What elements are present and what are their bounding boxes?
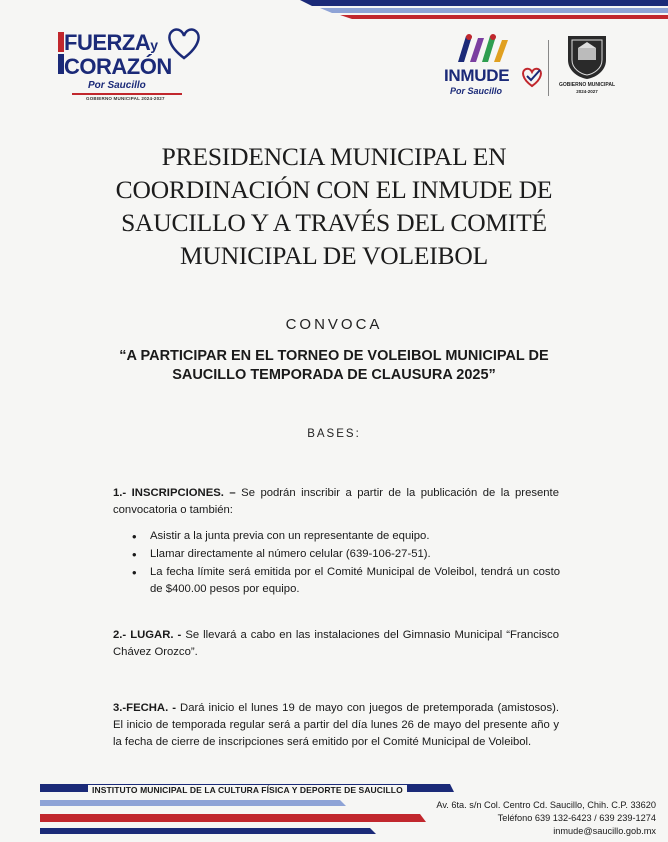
- section-heading: 3.-FECHA. -: [113, 702, 177, 714]
- fuerza-corazon-logo: FUERZAy CORAZÓN Por Saucillo GOBIERNO MUNICIPAL 2024-2027: [58, 26, 208, 108]
- seal-icon: [564, 32, 610, 80]
- section-heading: 2.- LUGAR. -: [113, 629, 182, 641]
- list-item: • La fecha límite será emitida por el Comité Municipal de Voleibol, tendrá un costo de $400.00 pesos por equipo.: [150, 564, 560, 598]
- footer-email[interactable]: inmude@saucillo.gob.mx: [553, 826, 656, 836]
- list-item: • Llamar directamente al número celular (639-106-27-51).: [150, 546, 560, 563]
- logo-divider: [548, 40, 549, 96]
- tournament-subtitle: “A PARTICIPAR EN EL TORNEO DE VOLEIBOL MUNICIPAL DE SAUCILLO TEMPORADA DE CLAUSURA 2025”: [119, 348, 549, 383]
- section-inscripciones: [113, 485, 559, 519]
- footer-address: Av. 6ta. s/n Col. Centro Cd. Saucillo, Chih. C.P. 33620: [436, 800, 656, 810]
- convoca-heading: CONVOCA: [285, 316, 383, 333]
- header-stripes: [300, 0, 668, 30]
- section-lugar: [113, 627, 559, 661]
- section-fecha: [113, 700, 559, 751]
- section-heading: 1.- INSCRIPCIONES. –: [113, 487, 236, 499]
- bases-heading: BASES:: [307, 428, 361, 440]
- footer-institute: INSTITUTO MUNICIPAL DE LA CULTURA FÍSICA Y DEPORTE DE SAUCILLO: [88, 785, 407, 795]
- inmude-logo: INMUDE Por Saucillo: [440, 34, 550, 104]
- inmude-figures-icon: [454, 34, 514, 64]
- gobierno-municipal-seal: GOBIERNO MUNICIPAL 2024-2027: [552, 32, 622, 104]
- page-title: PRESIDENCIA MUNICIPAL EN COORDINACIÓN CON EL INMUDE DE SAUCILLO Y A TRAVÉS DEL COMITÉ MUNICIPAL DE VOLEIBOL: [115, 142, 553, 270]
- inscripciones-list: [150, 528, 560, 599]
- footer-contact: [396, 799, 656, 838]
- list-item: • Asistir a la junta previa con un representante de equipo.: [150, 528, 560, 545]
- section-body: Dará inicio el lunes 19 de mayo con juegos de pretemporada (amistosos). El inicio de temporada regular será a partir del día lunes 26 de mayo del presente año y la fecha de cierre de inscripciones será emitido por el Comité Municipal de Voleibol.: [113, 702, 559, 748]
- heart-check-icon: [520, 66, 544, 88]
- footer-phones: Teléfono 639 132-6423 / 639 239-1274: [497, 813, 656, 823]
- section-body: Se podrán inscribir a partir de la publicación de la presente convocatoria o también:: [113, 487, 559, 516]
- section-body: Se llevará a cabo en las instalaciones del Gimnasio Municipal “Francisco Chávez Orozco”.: [113, 629, 559, 658]
